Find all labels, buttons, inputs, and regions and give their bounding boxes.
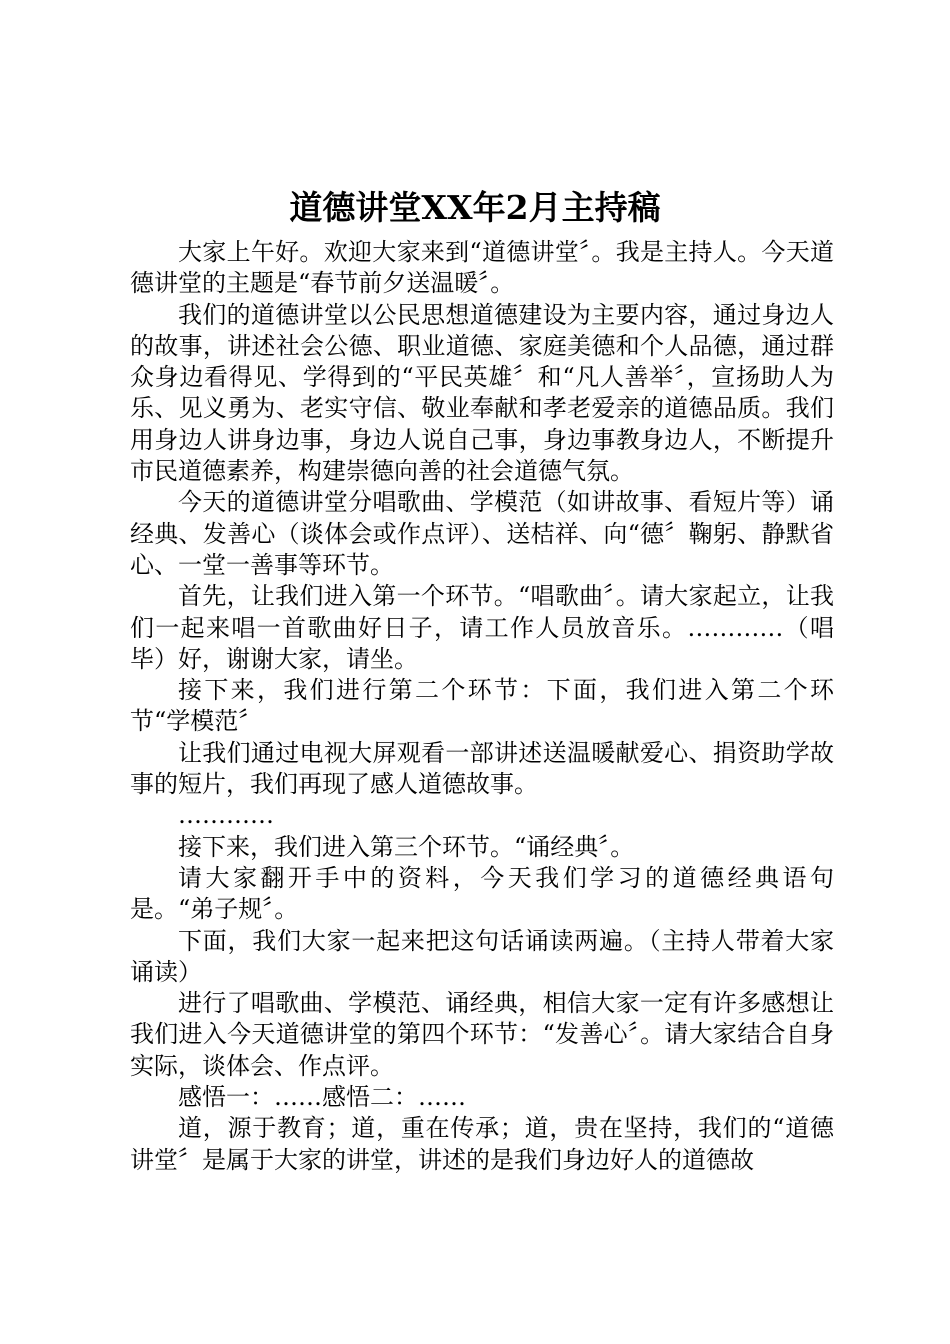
paragraph-recite: 下面，我们大家一起来把这句话诵读两遍。（主持人带着大家诵读） (130, 926, 834, 986)
paragraph-first-segment: 首先，让我们进入第一个环节。“唱歌曲〞。请大家起立，让我们一起来唱一首歌曲好日子，请工作人员放音乐。…………（唱毕）好，谢谢大家，请坐。 (130, 582, 834, 673)
paragraph-greeting: 大家上午好。欢迎大家来到“道德讲堂〞。我是主持人。今天道德讲堂的主题是“春节前夕送温暖〞。 (130, 238, 834, 298)
paragraph-reflections: 感悟一：……感悟二：…… (178, 1083, 466, 1112)
document-body (130, 237, 834, 1176)
paragraph-fourth-segment: 进行了唱歌曲、学模范、诵经典，相信大家一定有许多感想让我们进入今天道德讲堂的第四个环节：“发善心〞。请大家结合自身实际，谈体会、作点评。 (130, 989, 834, 1080)
paragraph-second-segment: 接下来，我们进行第二个环节：下面，我们进入第二个环节“学模范〞 (130, 676, 834, 736)
paragraph-video: 让我们通过电视大屏观看一部讲述送温暖献爱心、捐资助学故事的短片，我们再现了感人道德故事。 (130, 738, 834, 799)
paragraph-third-segment: 接下来，我们进入第三个环节。“诵经典〞。 (178, 832, 635, 861)
paragraph-classic-reading: 请大家翻开手中的资料，今天我们学习的道德经典语句是。“弟子规〞。 (130, 863, 834, 924)
paragraph-ellipsis: ………… (178, 801, 274, 830)
paragraph-purpose: 我们的道德讲堂以公民思想道德建设为主要内容，通过身边人的故事，讲述社会公德、职业道德、家庭美德和个人品德，通过群众身边看得见、学得到的“平民英雄〞和“凡人善举〞，宣扬助人为乐、见义勇为、老实守信、敬业奉献和孝老爱亲的道德品质。我们用身边人讲身边事，身边人说自己事，身边事教身边人，不断提升市民道德素养，构建崇德向善的社会道德气氛。 (130, 300, 834, 486)
document-title: 道德讲堂XX年2月主持稿 (289, 188, 661, 227)
paragraph-closing: 道，源于教育；道，重在传承；道，贵在坚持，我们的“道德讲堂〞是属于大家的讲堂，讲述的是我们身边好人的道德故 (130, 1114, 834, 1174)
paragraph-agenda: 今天的道德讲堂分唱歌曲、学模范（如讲故事、看短片等）诵经典、发善心（谈体会或作点评）、送桔祥、向“德〞鞠躬、静默省心、一堂一善事等环节。 (130, 488, 834, 579)
